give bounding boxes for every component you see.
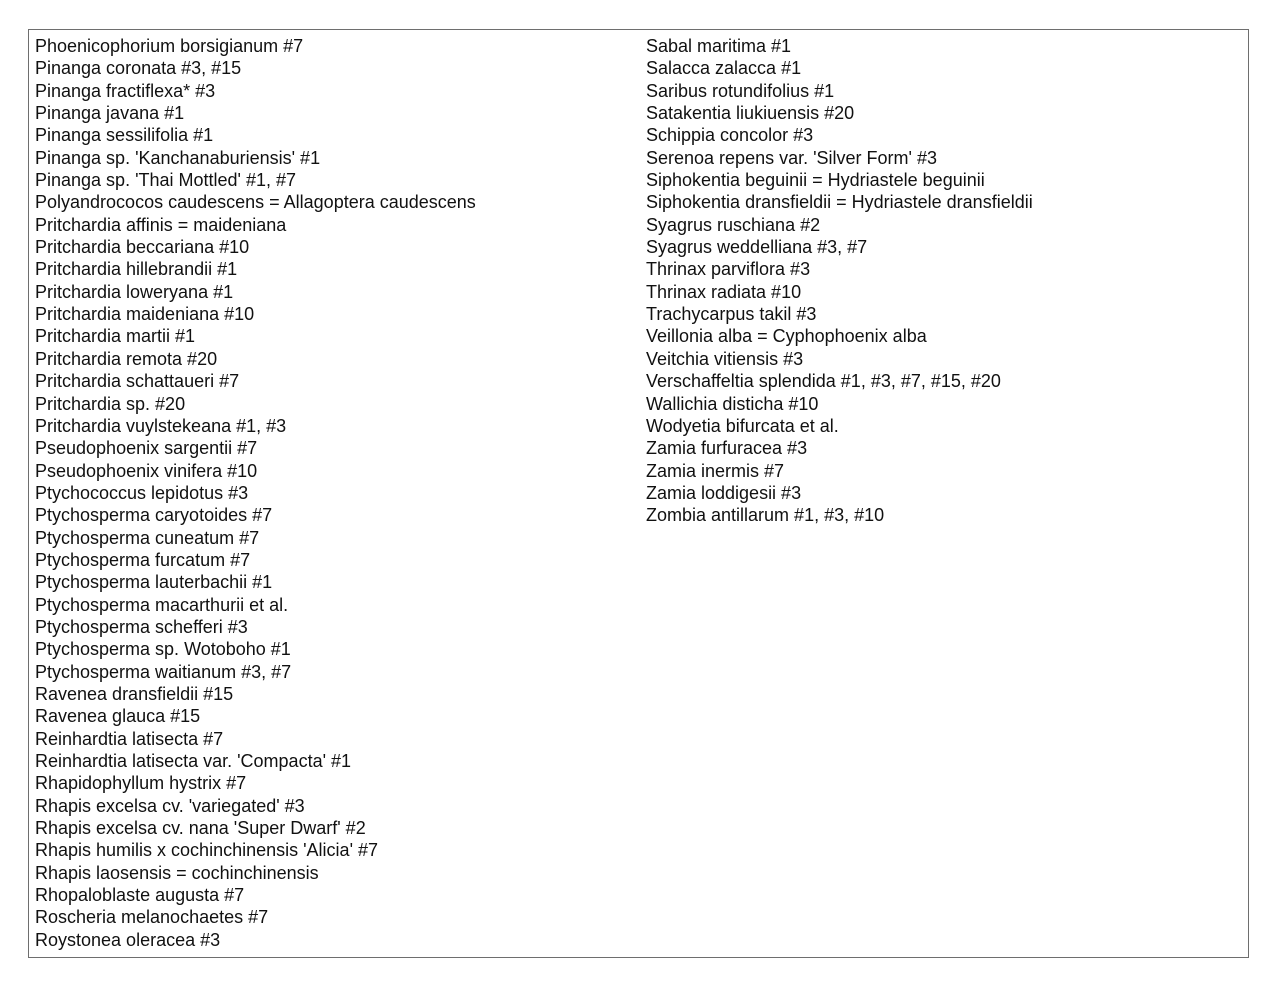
- left-column: [35, 35, 476, 951]
- species-entry: Reinhardtia latisecta var. 'Compacta' #1: [35, 751, 352, 771]
- species-entry: Pritchardia affinis = maideniana: [35, 214, 287, 235]
- species-entry: Pseudophoenix sargentii #7: [35, 438, 258, 459]
- species-entry: Saribus rotundifolius #1: [646, 80, 835, 101]
- species-entry: Ptychosperma lauterbachii #1: [35, 572, 273, 593]
- species-entry: Zombia antillarum #1, #3, #10: [646, 505, 885, 526]
- species-entry: Thrinax radiata #10: [646, 281, 802, 302]
- species-entry: Salacca zalacca #1: [646, 58, 802, 79]
- species-entry: Syagrus weddelliana #3, #7: [646, 237, 868, 258]
- species-entry: Roystonea oleracea #3: [35, 929, 221, 950]
- species-entry: Verschaffeltia splendida #1, #3, #7, #15, #20: [646, 371, 1001, 392]
- species-entry: Zamia loddigesii #3: [646, 482, 802, 503]
- species-entry: Ptychosperma schefferi #3: [35, 616, 248, 637]
- species-entry: Pinanga sp. 'Kanchanaburiensis' #1: [35, 147, 321, 168]
- species-entry: Veitchia vitiensis #3: [646, 348, 804, 369]
- species-entry: Satakentia liukiuensis #20: [646, 103, 855, 124]
- species-entry: Ptychosperma cuneatum #7: [35, 527, 260, 548]
- species-entry: Zamia furfuracea #3: [646, 438, 808, 459]
- species-entry: Thrinax parviflora #3: [646, 259, 811, 280]
- species-entry: Wodyetia bifurcata et al.: [646, 415, 839, 436]
- species-entry: Phoenicophorium borsigianum #7: [35, 36, 304, 56]
- species-entry: Ptychosperma sp. Wotoboho #1: [35, 639, 291, 660]
- species-entry: Siphokentia beguinii = Hydriastele beguinii: [646, 170, 985, 191]
- species-entry: Ptychosperma caryotoides #7: [35, 505, 273, 526]
- species-entry: Pritchardia martii #1: [35, 326, 196, 347]
- species-entry: Reinhardtia latisecta #7: [35, 728, 224, 749]
- species-entry: Siphokentia dransfieldii = Hydriastele dransfieldii: [646, 192, 1033, 213]
- species-entry: Ravenea glauca #15: [35, 706, 201, 727]
- species-entry: Polyandrococos caudescens = Allagoptera caudescens: [35, 192, 476, 213]
- species-entry: Zamia inermis #7: [646, 460, 785, 481]
- species-entry: Rhapis excelsa cv. nana 'Super Dwarf' #2: [35, 818, 366, 839]
- right-column: [646, 35, 1033, 527]
- species-entry: Pritchardia loweryana #1: [35, 281, 234, 302]
- species-entry: Ptychosperma furcatum #7: [35, 549, 251, 570]
- species-entry: Rhapidophyllum hystrix #7: [35, 773, 247, 794]
- species-entry: Rhopaloblaste augusta #7: [35, 885, 245, 906]
- species-entry: Rhapis laosensis = cochinchinensis: [35, 862, 319, 883]
- species-entry: Wallichia disticha #10: [646, 393, 819, 414]
- species-entry: Pritchardia sp. #20: [35, 393, 186, 414]
- species-list-box: [28, 29, 1249, 958]
- species-entry: Pinanga sessilifolia #1: [35, 125, 214, 146]
- species-entry: Pritchardia vuylstekeana #1, #3: [35, 415, 287, 436]
- species-entry: Rhapis excelsa cv. 'variegated' #3: [35, 795, 305, 816]
- species-entry: Pinanga fractiflexa* #3: [35, 80, 216, 101]
- species-entry: Ptychosperma macarthurii et al.: [35, 594, 289, 615]
- species-entry: Ptychosperma waitianum #3, #7: [35, 661, 292, 682]
- species-entry: Veillonia alba = Cyphophoenix alba: [646, 326, 927, 347]
- species-entry: Pritchardia remota #20: [35, 348, 218, 369]
- species-entry: Ptychococcus lepidotus #3: [35, 482, 249, 503]
- species-entry: Ravenea dransfieldii #15: [35, 683, 234, 704]
- species-entry: Pinanga sp. 'Thai Mottled' #1, #7: [35, 170, 297, 191]
- species-entry: Pinanga coronata #3, #15: [35, 58, 242, 79]
- species-entry: Pritchardia beccariana #10: [35, 237, 250, 258]
- species-entry: Sabal maritima #1: [646, 36, 792, 56]
- species-entry: Pritchardia hillebrandii #1: [35, 259, 238, 280]
- species-entry: Pritchardia schattaueri #7: [35, 371, 240, 392]
- species-entry: Syagrus ruschiana #2: [646, 214, 821, 235]
- species-entry: Pseudophoenix vinifera #10: [35, 460, 258, 481]
- species-entry: Roscheria melanochaetes #7: [35, 907, 269, 928]
- species-entry: Schippia concolor #3: [646, 125, 814, 146]
- species-entry: Serenoa repens var. 'Silver Form' #3: [646, 147, 938, 168]
- species-entry: Trachycarpus takil #3: [646, 304, 817, 325]
- species-entry: Pritchardia maideniana #10: [35, 304, 255, 325]
- species-entry: Pinanga javana #1: [35, 103, 185, 124]
- species-entry: Rhapis humilis x cochinchinensis 'Alicia' #7: [35, 840, 379, 861]
